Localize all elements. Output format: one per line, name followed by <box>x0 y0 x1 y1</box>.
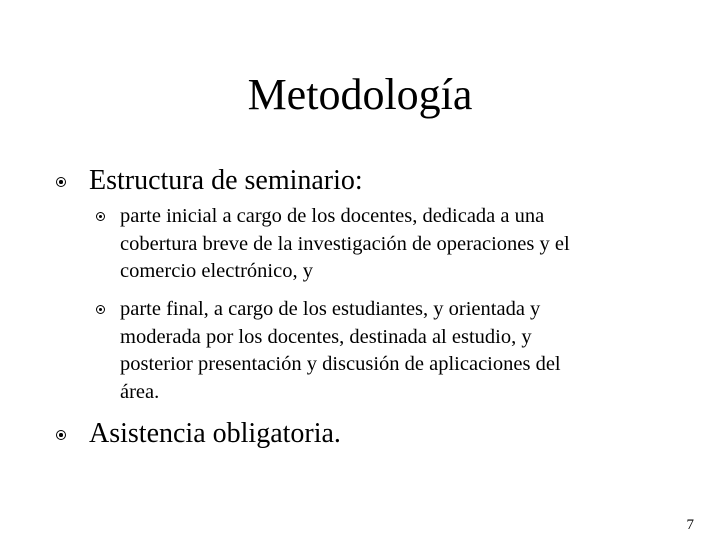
sub-bullet-line: comercio electrónico, y <box>120 260 313 282</box>
sub-bullet-text <box>120 296 660 406</box>
sub-bullet-text <box>120 203 660 286</box>
slide-title: Metodología <box>247 70 473 119</box>
sub-bullet-line: moderada por los docentes, destinada al estudio, y <box>120 325 532 348</box>
sub-bullet-icon <box>96 212 105 221</box>
sub-bullet-icon <box>96 305 105 314</box>
bullet-text: Estructura de seminario: <box>89 165 363 196</box>
page-number: 7 <box>686 517 694 533</box>
sub-bullet-line: área. <box>120 380 160 403</box>
bullet-icon <box>56 177 66 187</box>
sub-bullet-line: posterior presentación y discusión de aplicaciones del <box>120 353 561 375</box>
sub-bullet-line: parte inicial a cargo de los docentes, dedicada a una <box>120 205 545 227</box>
bullet-text: Asistencia obligatoria. <box>89 418 341 449</box>
bullet-icon <box>56 430 66 440</box>
sub-bullet-line: cobertura breve de la investigación de operaciones y el <box>120 232 570 255</box>
sub-bullet-line: parte final, a cargo de los estudiantes, y orientada y <box>120 298 541 320</box>
